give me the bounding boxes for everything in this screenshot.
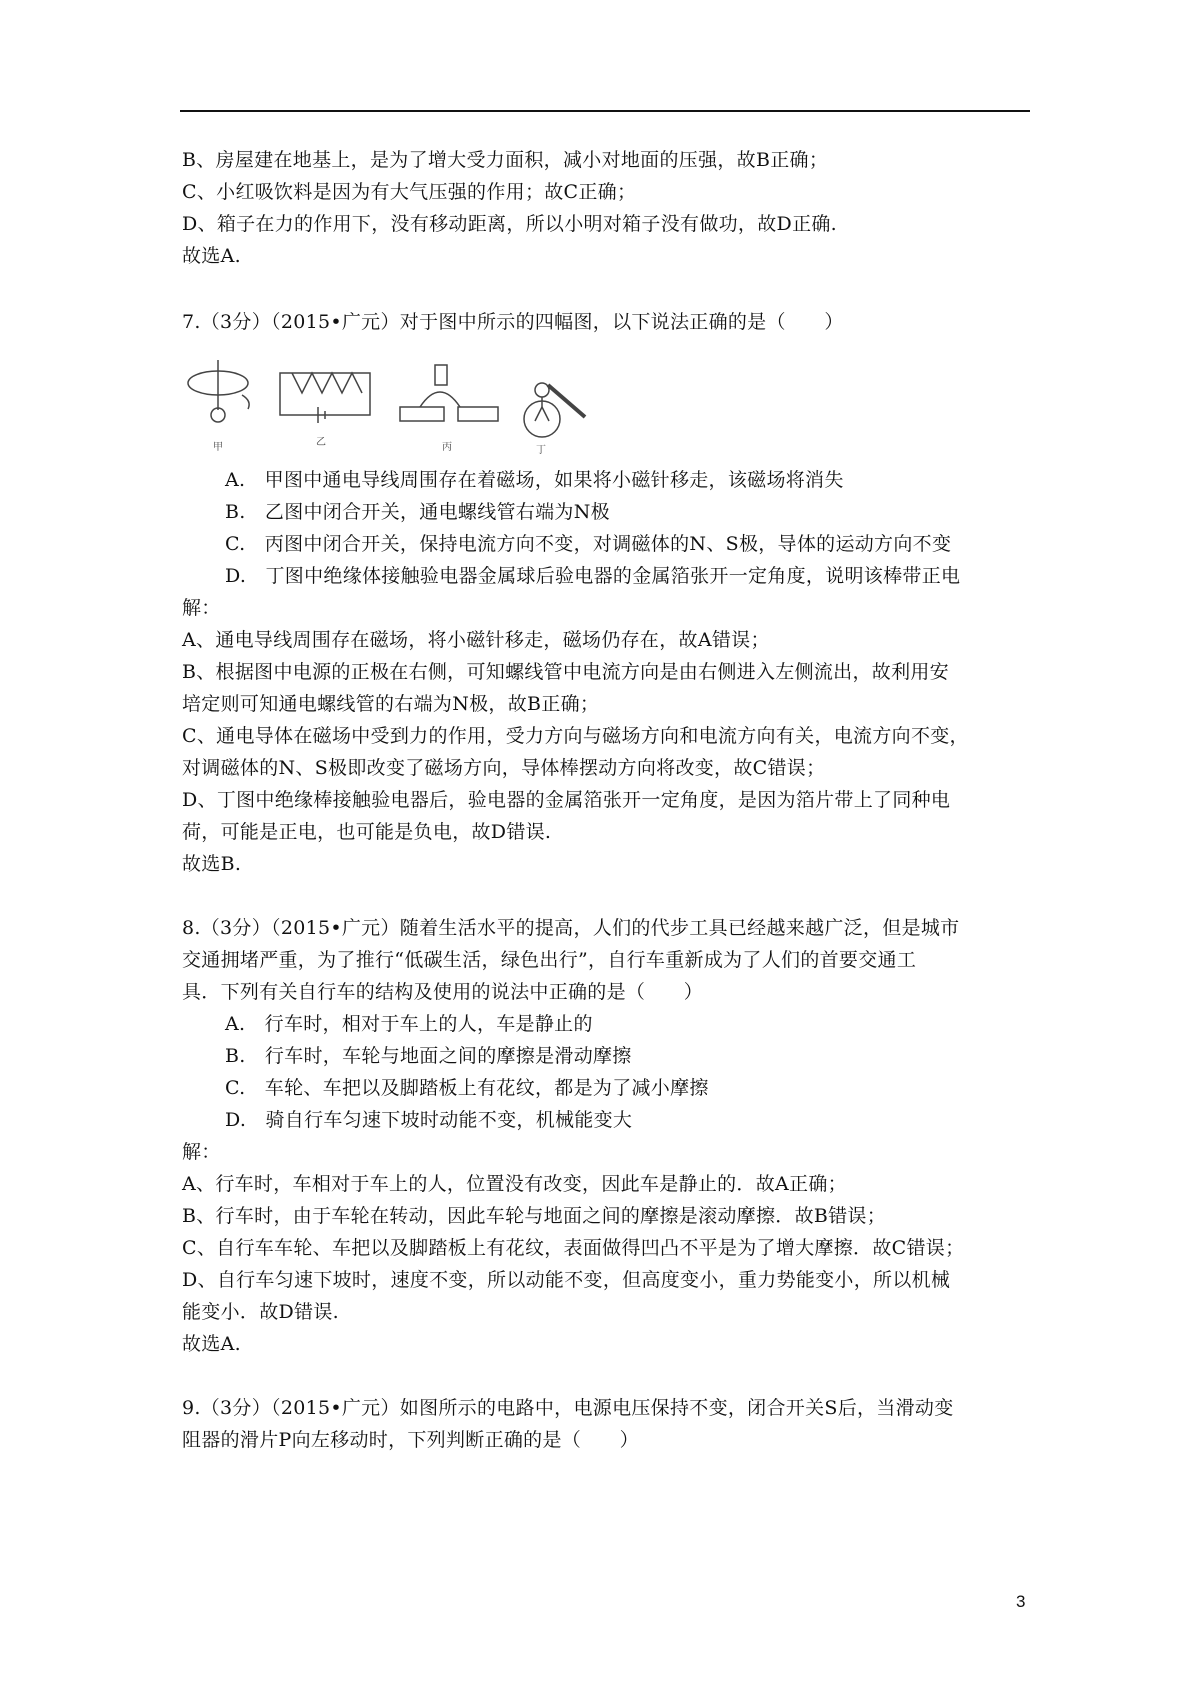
solution-line: 能变小．故D错误. xyxy=(182,1301,339,1323)
question-8-stem: 具．下列有关自行车的结构及使用的说法中正确的是（ ） xyxy=(182,981,704,1003)
solution-line: C、自行车车轮、车把以及脚踏板上有花纹，表面做得凹凸不平是为了增大摩擦．故C错误； xyxy=(182,1237,965,1259)
solution-answer: 故选A. xyxy=(182,1333,241,1355)
solution-line: B、行车时，由于车轮在转动，因此车轮与地面之间的摩擦是滚动摩擦．故B错误； xyxy=(182,1205,887,1227)
solution-line: A、通电导线周围存在磁场，将小磁针移走，磁场仍存在，故A错误； xyxy=(182,629,770,651)
solution-line: D、丁图中绝缘棒接触验电器后，验电器的金属箔张开一定角度，是因为箔片带上了同种电 xyxy=(182,789,951,811)
figure-yi xyxy=(280,373,370,423)
figure-ding xyxy=(524,383,585,437)
question-9-stem: 9.（3分）（2015•广元）如图所示的电路中，电源电压保持不变，闭合开关S后，当滑动变 xyxy=(182,1397,954,1419)
text-line: B、房屋建在地基上，是为了增大受力面积，减小对地面的压强，故B正确； xyxy=(182,149,829,171)
solution-line: 解： xyxy=(182,597,221,619)
solution-answer: 故选B. xyxy=(182,853,242,875)
solution-line: 荷，可能是正电，也可能是负电，故D错误. xyxy=(182,821,552,843)
question-7-stem: 7.（3分）（2015•广元）对于图中所示的四幅图，以下说法正确的是（ ） xyxy=(182,311,844,333)
question-7-option-d: D. 丁图中绝缘体接触验电器金属球后验电器的金属箔张开一定角度，说明该棒带正电 xyxy=(225,565,961,587)
figure-label-ding: 丁 xyxy=(536,445,546,455)
solution-line: C、通电导体在磁场中受到力的作用，受力方向与磁场方向和电流方向有关，电流方向不变， xyxy=(182,725,969,747)
text-line: 故选A. xyxy=(182,245,241,267)
figure-label-bing: 丙 xyxy=(442,442,452,453)
figure-jia xyxy=(188,360,249,422)
question-7-figures xyxy=(180,355,640,455)
question-7-option-c: C. 丙图中闭合开关，保持电流方向不变，对调磁体的N、S极，导体的运动方向不变 xyxy=(225,533,952,555)
solution-line: 对调磁体的N、S极即改变了磁场方向，导体棒摆动方向将改变，故C错误； xyxy=(182,757,826,779)
header-rule xyxy=(180,110,1030,112)
question-8-option-b: B. 行车时，车轮与地面之间的摩擦是滑动摩擦 xyxy=(225,1045,632,1067)
solution-line: D、自行车匀速下坡时，速度不变，所以动能不变，但高度变小，重力势能变小，所以机械 xyxy=(182,1269,951,1291)
figure-label-jia: 甲 xyxy=(213,442,223,453)
solution-line: B、根据图中电源的正极在右侧，可知螺线管中电流方向是由右侧进入左侧流出，故利用安 xyxy=(182,661,949,683)
text-line: C、小红吸饮料是因为有大气压强的作用；故C正确； xyxy=(182,181,637,203)
question-7-option-a: A. 甲图中通电导线周围存在着磁场，如果将小磁针移走，该磁场将消失 xyxy=(225,469,844,491)
question-9-stem: 阻器的滑片P向左移动时，下列判断正确的是（ ） xyxy=(182,1429,639,1451)
page-number: 3 xyxy=(1016,1592,1026,1611)
question-8-option-a: A. 行车时，相对于车上的人，车是静止的 xyxy=(225,1013,593,1035)
figure-label-yi: 乙 xyxy=(316,437,326,448)
text-line: D、箱子在力的作用下，没有移动距离，所以小明对箱子没有做功，故D正确. xyxy=(182,213,838,235)
question-8-stem: 8.（3分）（2015•广元）随着生活水平的提高，人们的代步工具已经越来越广泛，但是城市 xyxy=(182,917,960,939)
question-8-stem: 交通拥堵严重，为了推行“低碳生活，绿色出行”，自行车重新成为了人们的首要交通工 xyxy=(182,949,917,971)
figure-bing xyxy=(400,365,498,421)
solution-line: 培定则可知通电螺线管的右端为N极，故B正确； xyxy=(182,693,600,715)
question-8-option-d: D. 骑自行车匀速下坡时动能不变，机械能变大 xyxy=(225,1109,633,1131)
question-7-option-b: B. 乙图中闭合开关，通电螺线管右端为N极 xyxy=(225,501,610,523)
solution-line: A、行车时，车相对于车上的人，位置没有改变，因此车是静止的．故A正确； xyxy=(182,1173,847,1195)
question-8-option-c: C. 车轮、车把以及脚踏板上有花纹，都是为了减小摩擦 xyxy=(225,1077,709,1099)
solution-line: 解： xyxy=(182,1141,221,1163)
